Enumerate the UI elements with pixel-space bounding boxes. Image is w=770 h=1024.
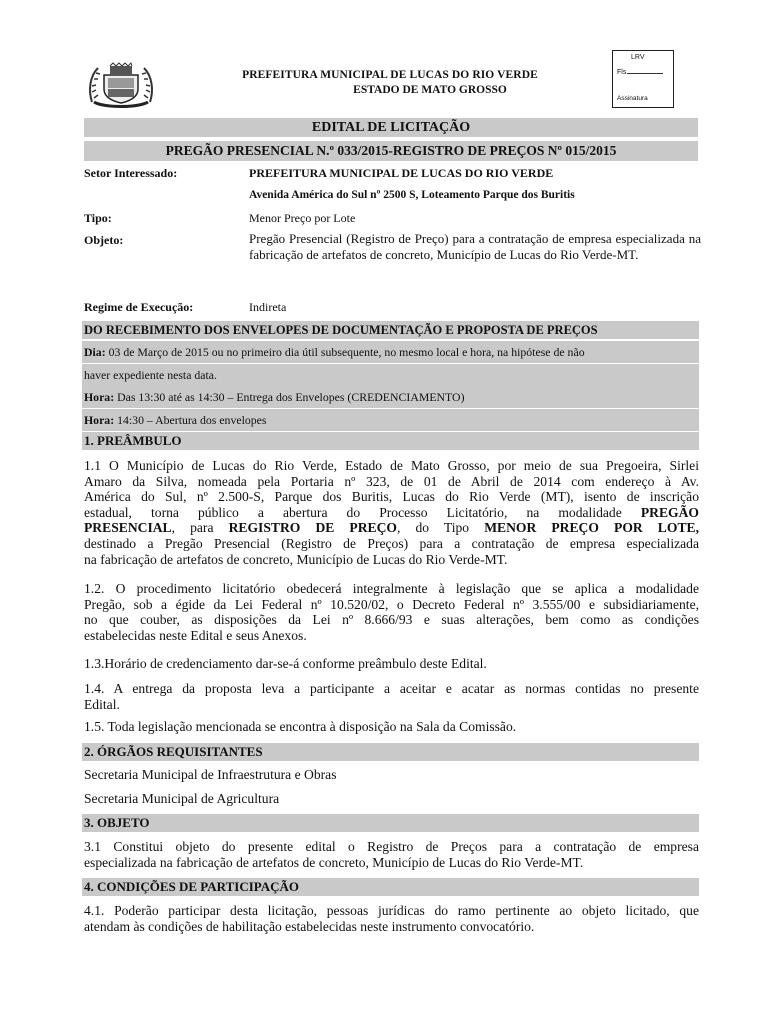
recebimento-dia-row (82, 341, 699, 363)
setor-label: Setor Interessado: (84, 166, 178, 180)
stamp-lrv: LRV (631, 54, 645, 61)
document-subtitle: PREGÃO PRESENCIAL N.º 033/2015-REGISTRO DE PREÇOS Nº 015/2015 (84, 141, 698, 161)
hora-label-2: Hora: (84, 413, 115, 427)
preambulo-paragraph-4: 1.4. A entrega da proposta leva a participante a aceitar e acatar as normas contidas no presente Edital. (84, 681, 699, 712)
setor-value: PREFEITURA MUNICIPAL DE LUCAS DO RIO VERDE (249, 166, 554, 180)
recebimento-hora-row-1 (82, 386, 699, 408)
stamp-signature: Assinatura (617, 95, 648, 102)
preambulo-paragraph-5: 1.5. Toda legislação mencionada se encontra à disposição na Sala da Comissão. (84, 719, 517, 734)
objeto-label: Objeto: (84, 233, 124, 247)
preambulo-heading: 1. PREÂMBULO (82, 432, 699, 450)
tipo-label: Tipo: (84, 211, 112, 225)
tipo-value: Menor Preço por Lote (249, 211, 356, 225)
orgao-item-2: Secretaria Municipal de Agricultura (84, 791, 280, 806)
municipal-coat-of-arms-icon (86, 62, 156, 108)
objeto-heading: 3. OBJETO (82, 814, 699, 832)
dia-text-2: haver expediente nesta data. (84, 368, 217, 382)
header-municipality: PREFEITURA MUNICIPAL DE LUCAS DO RIO VERDE (242, 69, 538, 81)
orgao-item-1: Secretaria Municipal de Infraestrutura e Obras (84, 767, 337, 782)
stamp-fls: Fls (617, 69, 663, 76)
preambulo-paragraph-1: 1.1 O Município de Lucas do Rio Verde, Estado de Mato Grosso, por meio de sua Pregoeira, Sirlei Amaro da Silva, nomeada pela Portaria nº 323, de 01 de Abril de 2014 com endereço à Av. América do Sul, nº 2.500-S, Parque dos Buritis, Lucas do Rio Verde (MT), isento de inscrição estadual, torna público a abertura do Processo Licitatório, na modalidade PREGÃO PRESENCIAL, para REGISTRO DE PREÇO, do Tipo MENOR PREÇO POR LOTE, destinado a Pregão Presencial (Registro de Preços) para a contratação de empresa especializada na fabricação de artefatos de concreto, Município de Lucas do Rio Verde-MT. (84, 458, 699, 567)
orgaos-heading: 2. ÓRGÃOS REQUISITANTES (82, 743, 699, 761)
dia-text: 03 de Março de 2015 ou no primeiro dia útil subsequente, no mesmo local e hora, na hipótese de não (108, 345, 585, 359)
objeto-paragraph-1: 3.1 Constitui objeto do presente edital o Registro de Preços para a contratação de empresa especializada na fabricação de artefatos de concreto, Município de Lucas do Rio Verde-MT. (84, 839, 699, 870)
hora-text-1: Das 13:30 até as 14:30 – Entrega dos Envelopes (CREDENCIAMENTO) (117, 390, 465, 404)
condicoes-heading: 4. CONDIÇÕES DE PARTICIPAÇÃO (82, 878, 699, 896)
regime-value: Indireta (249, 300, 287, 314)
header-state: ESTADO DE MATO GROSSO (353, 84, 507, 96)
hora-label-1: Hora: (84, 390, 115, 404)
document-title: EDITAL DE LICITAÇÃO (84, 118, 698, 137)
recebimento-heading: DO RECEBIMENTO DOS ENVELOPES DE DOCUMENTAÇÃO E PROPOSTA DE PREÇOS (82, 321, 699, 339)
hora-text-2: 14:30 – Abertura dos envelopes (117, 413, 267, 427)
protocol-stamp-box (612, 50, 674, 108)
preambulo-paragraph-3: 1.3.Horário de credenciamento dar-se-á conforme preâmbulo deste Edital. (84, 656, 487, 671)
regime-label: Regime de Execução: (84, 300, 194, 314)
preambulo-paragraph-2: 1.2. O procedimento licitatório obedecerá integralmente à legislação que se aplica a modalidade Pregão, sob a égide da Lei Federal nº 10.520/02, o Decreto Federal nº 3.555/00 e subsidiariamente, no que couber, as disposições da Lei nº 8.666/93 e suas alterações, bem como as condições estabelecidas neste Edital e seus Anexos. (84, 581, 699, 643)
endereco-value: Avenida América do Sul nº 2500 S, Loteamento Parque dos Buritis (249, 189, 575, 201)
objeto-value: Pregão Presencial (Registro de Preço) para a contratação de empresa especializada na fabricação de artefatos de concreto, Município de Lucas do Rio Verde-MT. (249, 231, 701, 262)
condicoes-paragraph-1: 4.1. Poderão participar desta licitação, pessoas jurídicas do ramo pertinente ao objeto licitado, que atendam às condições de habilitação estabelecidas neste instrumento convocatório. (84, 903, 699, 934)
recebimento-dia-row-2 (82, 364, 699, 386)
recebimento-hora-row-2 (82, 409, 699, 431)
dia-label: Dia: (84, 345, 106, 359)
